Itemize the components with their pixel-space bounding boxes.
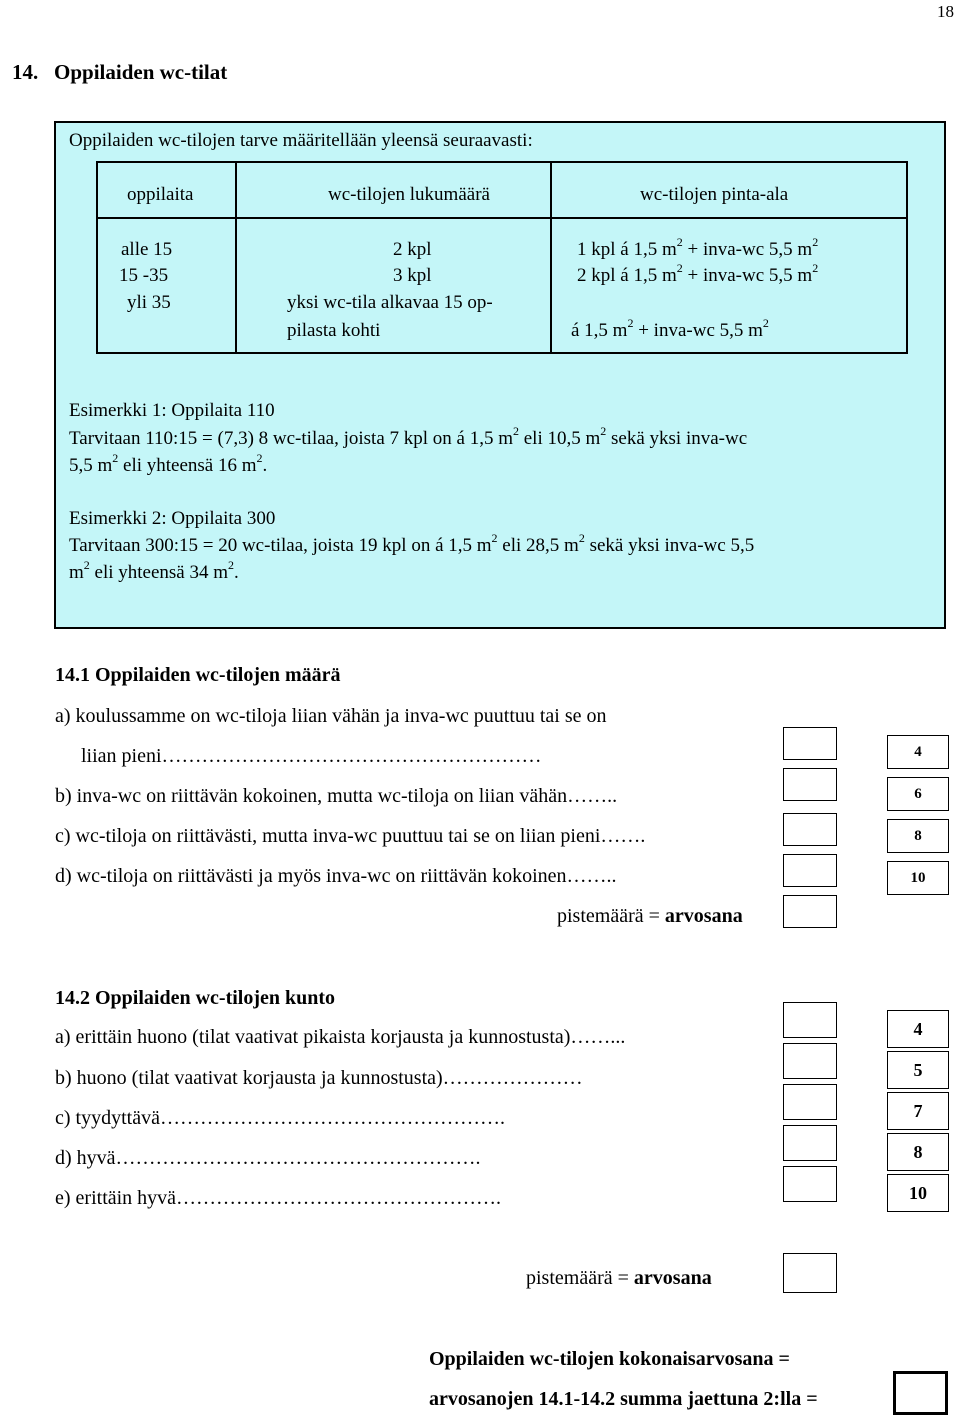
table-header-count: wc-tilojen lukumäärä bbox=[328, 184, 490, 205]
checkbox-d[interactable] bbox=[783, 1125, 837, 1161]
table-header-area: wc-tilojen pinta-ala bbox=[640, 184, 789, 205]
page-number: 18 bbox=[937, 2, 954, 21]
total-label: pistemäärä = arvosana bbox=[557, 905, 743, 927]
checkbox-b[interactable] bbox=[783, 1043, 837, 1079]
total-label: pistemäärä = arvosana bbox=[526, 1267, 712, 1289]
section-title: Oppilaiden wc-tilat bbox=[54, 60, 228, 84]
score-c: 8 bbox=[887, 819, 949, 853]
table-cell: 1 kpl á 1,5 $m^2$ + inva-wc 5,5 $m^2$ bbox=[577, 235, 819, 260]
table-header-students: oppilaita bbox=[127, 184, 194, 205]
score-d: 8 bbox=[887, 1133, 949, 1171]
score-a: 4 bbox=[887, 1010, 949, 1048]
example-1-line: Tarvitaan 110:15 = (7,3) 8 wc-tilaa, joista 7 kpl on á 1,5 $m^2$ eli 10,5 $m^2$ sekä yksi inva-wc bbox=[69, 424, 748, 449]
option-c: c) wc-tiloja on riittävästi, mutta inva-wc puuttuu tai se on liian pieni……. bbox=[55, 825, 646, 847]
section-14-1-title: 14.1 Oppilaiden wc-tilojen määrä bbox=[55, 664, 341, 686]
summary-line-1: Oppilaiden wc-tilojen kokonaisarvosana = bbox=[429, 1348, 790, 1370]
option-b: b) inva-wc on riittävän kokoinen, mutta wc-tiloja on liian vähän…….. bbox=[55, 785, 618, 807]
table-cell: pilasta kohti bbox=[287, 320, 381, 341]
table-cell: 2 kpl á 1,5 $m^2$ + inva-wc 5,5 $m^2$ bbox=[577, 261, 819, 286]
checkbox-c[interactable] bbox=[783, 1084, 837, 1120]
table-cell: alle 15 bbox=[121, 239, 173, 260]
table-cell: 15 -35 bbox=[119, 265, 169, 286]
info-intro: Oppilaiden wc-tilojen tarve määritellään yleensä seuraavasti: bbox=[69, 130, 533, 151]
option-c: c) tyydyttävä……………………………………………. bbox=[55, 1107, 505, 1129]
table-cell: 3 kpl bbox=[393, 265, 432, 286]
score-e: 10 bbox=[887, 1174, 949, 1212]
example-1-title: Esimerkki 1: Oppilaita 110 bbox=[69, 400, 275, 421]
option-a-cont: liian pieni………………………………………………… bbox=[81, 745, 542, 767]
option-e: e) erittäin hyvä…………………………………………. bbox=[55, 1187, 502, 1209]
example-1-line: 5,5 $m^2$ eli yhteensä 16 $m^2$. bbox=[69, 451, 268, 476]
option-a: a) koulussamme on wc-tiloja liian vähän ja inva-wc puuttuu tai se on bbox=[55, 705, 607, 727]
section-number: 14. bbox=[12, 60, 39, 84]
option-d: d) hyvä………………………………………………. bbox=[55, 1147, 481, 1169]
checkbox-c[interactable] bbox=[783, 813, 837, 846]
page-title bbox=[12, 60, 227, 85]
table-cell: 2 kpl bbox=[393, 239, 432, 260]
total-input-14-1[interactable] bbox=[783, 895, 837, 928]
score-c: 7 bbox=[887, 1092, 949, 1130]
checkbox-a[interactable] bbox=[783, 1002, 837, 1038]
summary-line-2: arvosanojen 14.1-14.2 summa jaettuna 2:lla = bbox=[429, 1388, 818, 1410]
score-d: 10 bbox=[887, 861, 949, 895]
score-b: 5 bbox=[887, 1051, 949, 1089]
table-cell: á 1,5 $m^2$ + inva-wc 5,5 $m^2$ bbox=[571, 316, 769, 341]
table-cell: yksi wc-tila alkavaa 15 op- bbox=[287, 292, 493, 313]
checkbox-b[interactable] bbox=[783, 768, 837, 801]
option-a: a) erittäin huono (tilat vaativat pikaista korjausta ja kunnostusta)……... bbox=[55, 1026, 626, 1048]
option-d: d) wc-tiloja on riittävästi ja myös inva-wc on riittävän kokoinen…….. bbox=[55, 865, 617, 887]
score-a: 4 bbox=[887, 735, 949, 769]
total-input-14-2[interactable] bbox=[783, 1253, 837, 1293]
section-14-2-title: 14.2 Oppilaiden wc-tilojen kunto bbox=[55, 987, 336, 1009]
score-b: 6 bbox=[887, 777, 949, 811]
final-grade-input[interactable] bbox=[893, 1371, 948, 1415]
example-2-title: Esimerkki 2: Oppilaita 300 bbox=[69, 508, 276, 529]
checkbox-e[interactable] bbox=[783, 1166, 837, 1202]
example-2-line: Tarvitaan 300:15 = 20 wc-tilaa, joista 19 kpl on á 1,5 $m^2$ eli 28,5 $m^2$ sekä yksi inva-wc 5,5 bbox=[69, 531, 755, 556]
checkbox-d[interactable] bbox=[783, 854, 837, 887]
example-2-line: $m^2$ eli yhteensä 34 $m^2$. bbox=[69, 558, 239, 583]
option-b: b) huono (tilat vaativat korjausta ja kunnostusta)………………… bbox=[55, 1067, 583, 1089]
table-cell: yli 35 bbox=[127, 292, 171, 313]
checkbox-a[interactable] bbox=[783, 727, 837, 760]
